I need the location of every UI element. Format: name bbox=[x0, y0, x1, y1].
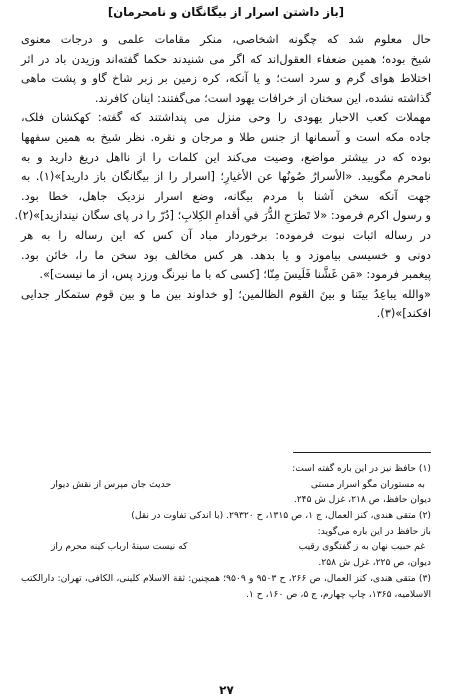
body-line: بوده كه در بيشتر مواضع، وصيت مى‌كند اين كلمات را از نااهل دريغ داريد و به bbox=[21, 149, 431, 164]
body-text bbox=[14, 30, 431, 324]
body-line: نامحرم مگوييد. «الأسرارُ صُونُها عن الأغيارِ؛ [اسرار را از بيگانگان باز داريد]»(۱). به bbox=[21, 169, 431, 184]
body-line: در رساله اثبات نبوت فرموده: برخوردار مباد آن كس كه اين رساله را به هر bbox=[21, 227, 431, 242]
section-heading: [باز داشتن اسرار از بيگانگان و نامحرمان] bbox=[107, 5, 345, 19]
body-line: حال معلوم شد كه چگونه اشخاصى، منكر مقامات علمى و درجات معنوى bbox=[21, 32, 431, 46]
footnote-1-source: ديوان حافظ، ص ۲۱۸، غزل ش ۲۴۵. bbox=[293, 494, 431, 506]
body-line: جاده مكه است و آسمانها از جنس طلا و مرجان و نقره. نظر شيخ به همين سفهها bbox=[21, 129, 431, 144]
body-line: جهت آنكه سخن آشنا با مردم بيگانه، وضع اسرار نزديک جاهل، خطا بود. bbox=[21, 188, 431, 203]
footnote-3-line: (۳) متقى هندى، كنز العمال، ص ۲۶۶، ح ۹۵۰۳ و ۹۵۰۹؛ همچنين: ثقة الاسلام كلينى، الكافى، تهران: دارالكتب bbox=[21, 572, 431, 584]
verse-hemistich-right: غم حبيب نهان به ز گفتگوى رقيب bbox=[298, 541, 425, 553]
footnotes bbox=[21, 461, 431, 602]
body-line: اختلاط هواى گرم و سرد است؛ و يا آنكه، كره زمين بر زبر شاخ گاو و پشت ماهى bbox=[21, 71, 431, 86]
body-line: افكند]»(۳). bbox=[376, 306, 431, 321]
footnote-2-source: ديوان، ص ۲۲۵، غزل ش ۲۵۸. bbox=[318, 557, 431, 569]
body-line: گذاشته نشده، اين سخنان از خرافات يهود است؛ مى‌گفتند: اينان كافرند. bbox=[94, 90, 431, 105]
verse-hemistich-left: كه نيست سينهٔ ارباب كينه محرم راز bbox=[51, 541, 188, 553]
body-line: پيغمبر فرمود: «مَن غَشَّنا فَلَيسَ مِنّا؛ [كسى كه با ما نيرنگ ورزد پس، از ما نيست]». bbox=[39, 267, 431, 282]
footnote-divider bbox=[293, 452, 431, 453]
body-line: «والله يباعِدُ بينَنا و بينَ القوم الظالمين؛ [و خداوند بين ما و بين قوم ستمكار جدايى bbox=[21, 286, 431, 301]
footnote-1-verse bbox=[21, 477, 431, 493]
body-line: دونى و خسيسى بياموزد و يا بدهد. هر كس مخالف بود سخن ما را، خائن بود. bbox=[21, 247, 431, 262]
verse-hemistich-left: حديث جان مپرس از نقش ديوار bbox=[51, 478, 172, 490]
verse-hemistich-right: به مستوران مگو اسرار مستى bbox=[310, 478, 425, 490]
footnote-3-line: الاسلاميه، ۱۳۶۵، چاپ چهارم، ج ۵، ص ۱۶۰، ح ۱. bbox=[245, 588, 431, 600]
footnote-1-intro: (۱) حافظ نيز در اين باره گفته است: bbox=[292, 463, 431, 474]
footnote-2-intro: باز حافظ در اين باره مى‌گويد: bbox=[317, 525, 431, 537]
body-line: و رسول اكرم فرمود: «لا تَطرَحِ الدُّرَ في أقدامِ الكِلابِ؛ [دُرّ را در پاى سگان نيندازيد]»(۲). bbox=[14, 208, 431, 223]
footnote-2-verse bbox=[21, 539, 431, 555]
page-number: ۲۷ bbox=[219, 683, 234, 697]
body-line: مهملات كعب الاحبار يهودى را وحى منزل مى پنداشتند كه گفته: كهكشان فلک، bbox=[21, 110, 431, 125]
body-line: شيخ بوده؛ همين ضعفاء العقول‌اند كه اگر مى شنيدند حكما گفته‌اند وزيدن باد در اثر bbox=[21, 51, 431, 66]
footnote-2-reference: (۲) متقى هندى، كنز العمال، ج ۱، ص ۱۳۱۵، ح ۲۹۳۲۰. (با اندكى تفاوت در نقل) bbox=[131, 510, 431, 522]
